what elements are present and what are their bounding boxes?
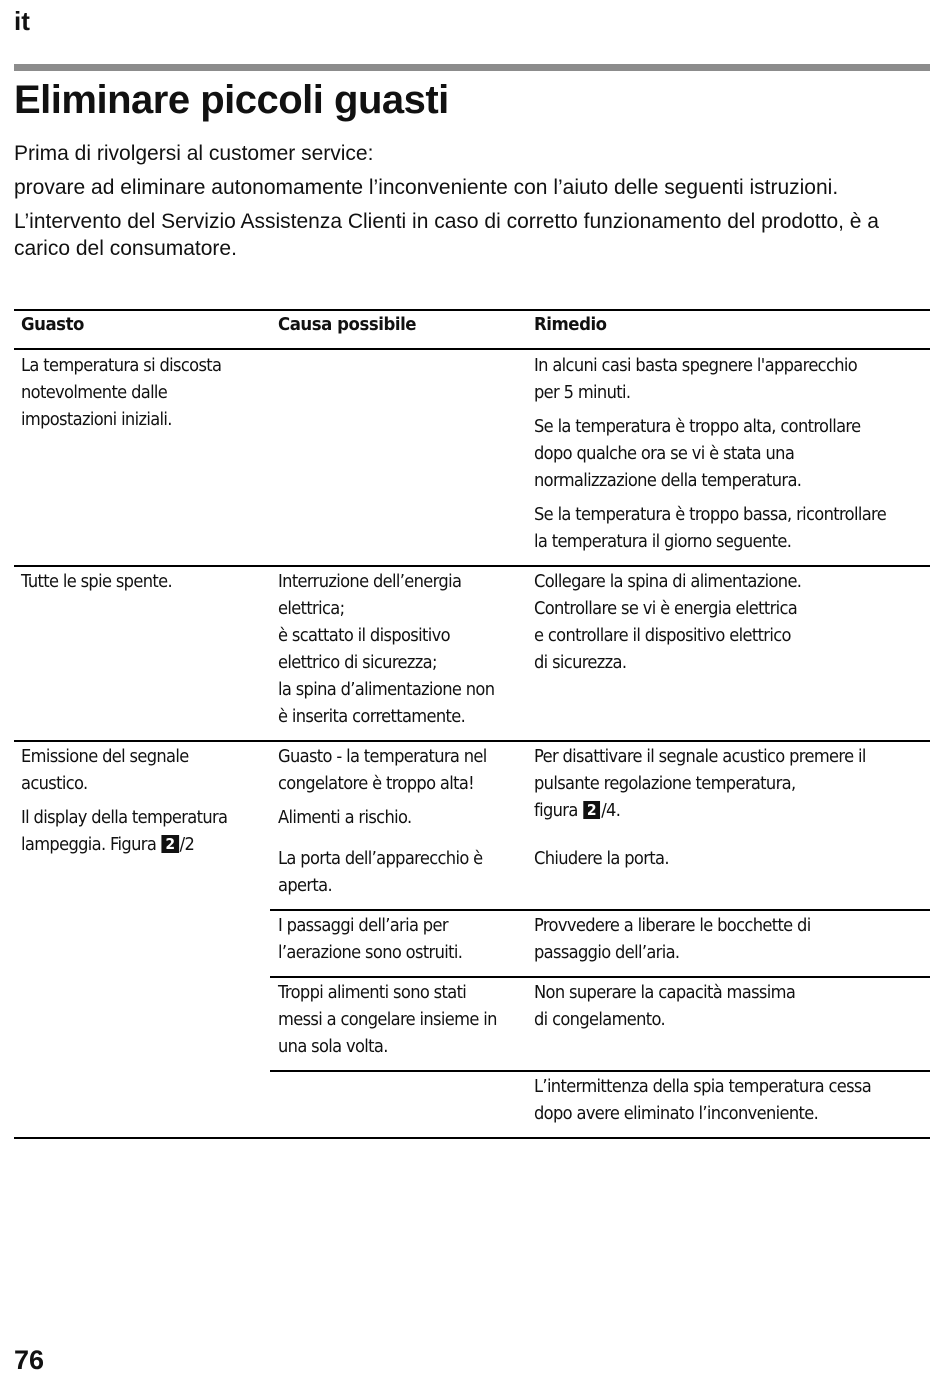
table-cell-guasto: Emissione del segnale acustico. Il display della temperatura lampeggia. Figura 2 /2 xyxy=(21,747,228,855)
table-top-rule xyxy=(14,309,930,311)
language-code: it xyxy=(14,6,30,36)
table-cell-rimedio: Collegare la spina di alimentazione. Controllare se vi è energia elettrica e controllare il dispositivo elettrico di sicurezza. xyxy=(534,572,802,673)
table-cell-causa: Interruzione dell’energia elettrica; è scattato il dispositivo elettrico di sicurezza; la spina d’alimentazione non è inserita correttamente. xyxy=(278,572,495,727)
table-row-rule xyxy=(270,909,930,911)
table-cell-rimedio: L’intermittenza della spia temperatura cessa dopo avere eliminato l’inconveniente. xyxy=(534,1077,872,1124)
table-bottom-rule xyxy=(14,1137,930,1139)
intro-paragraph: L’intervento del Servizio Assistenza Clienti in caso di corretto funzionamento del prodotto, è a carico del consumatore. xyxy=(14,210,879,260)
table-cell-causa: La porta dell’apparecchio è aperta. xyxy=(278,849,483,896)
column-header-rimedio: Rimedio xyxy=(534,314,607,335)
table-text: Il display della temperatura lampeggia. Figura xyxy=(21,808,228,855)
header-rule xyxy=(14,64,930,71)
table-text: Per disattivare il segnale acustico premere il pulsante regolazione temperatura, figura xyxy=(534,747,866,821)
table-cell-rimedio: Chiudere la porta. xyxy=(534,849,669,869)
table-row-rule xyxy=(270,976,930,978)
table-text: /2 xyxy=(179,835,195,855)
column-header-guasto: Guasto xyxy=(21,314,84,335)
table-header-rule xyxy=(14,348,930,350)
table-row-rule xyxy=(14,740,930,742)
table-cell-causa: I passaggi dell’aria per l’aerazione sono ostruiti. xyxy=(278,916,463,963)
table-row-rule xyxy=(14,565,930,567)
table-cell-guasto: Tutte le spie spente. xyxy=(21,572,173,592)
table-cell-rimedio xyxy=(534,744,866,825)
figure-number-badge: 2 xyxy=(162,835,179,853)
page-title: Eliminare piccoli guasti xyxy=(14,78,449,122)
figure-number-badge: 2 xyxy=(583,801,600,819)
intro-paragraph: Prima di rivolgersi al customer service: xyxy=(14,142,374,165)
table-cell-causa: Troppi alimenti sono stati messi a congelare insieme in una sola volta. xyxy=(278,983,497,1057)
table-cell-guasto: La temperatura si discosta notevolmente dalle impostazioni iniziali. xyxy=(21,356,222,430)
table-cell-rimedio: In alcuni casi basta spegnere l'apparecchio per 5 minuti. Se la temperatura è troppo alta, controllare dopo qualche ora se vi è stata una normalizzazione della temperatura. Se la temperatura è troppo bassa, ricontrollare la temperatura il giorno seguente. xyxy=(534,356,887,552)
table-text: /4. xyxy=(601,801,621,821)
table-cell-rimedio: Non superare la capacità massima di congelamento. xyxy=(534,983,796,1030)
intro-text xyxy=(14,140,894,269)
table-cell-rimedio: Provvedere a liberare le bocchette di passaggio dell’aria. xyxy=(534,916,811,963)
page-number: 76 xyxy=(14,1345,45,1375)
column-header-causa: Causa possibile xyxy=(278,314,417,335)
table-cell-causa: Guasto - la temperatura nel congelatore è troppo alta! Alimenti a rischio. xyxy=(278,747,487,828)
table-row-rule xyxy=(270,1070,930,1072)
intro-paragraph: provare ad eliminare autonomamente l’inconveniente con l’aiuto delle seguenti istruzioni. xyxy=(14,176,839,199)
